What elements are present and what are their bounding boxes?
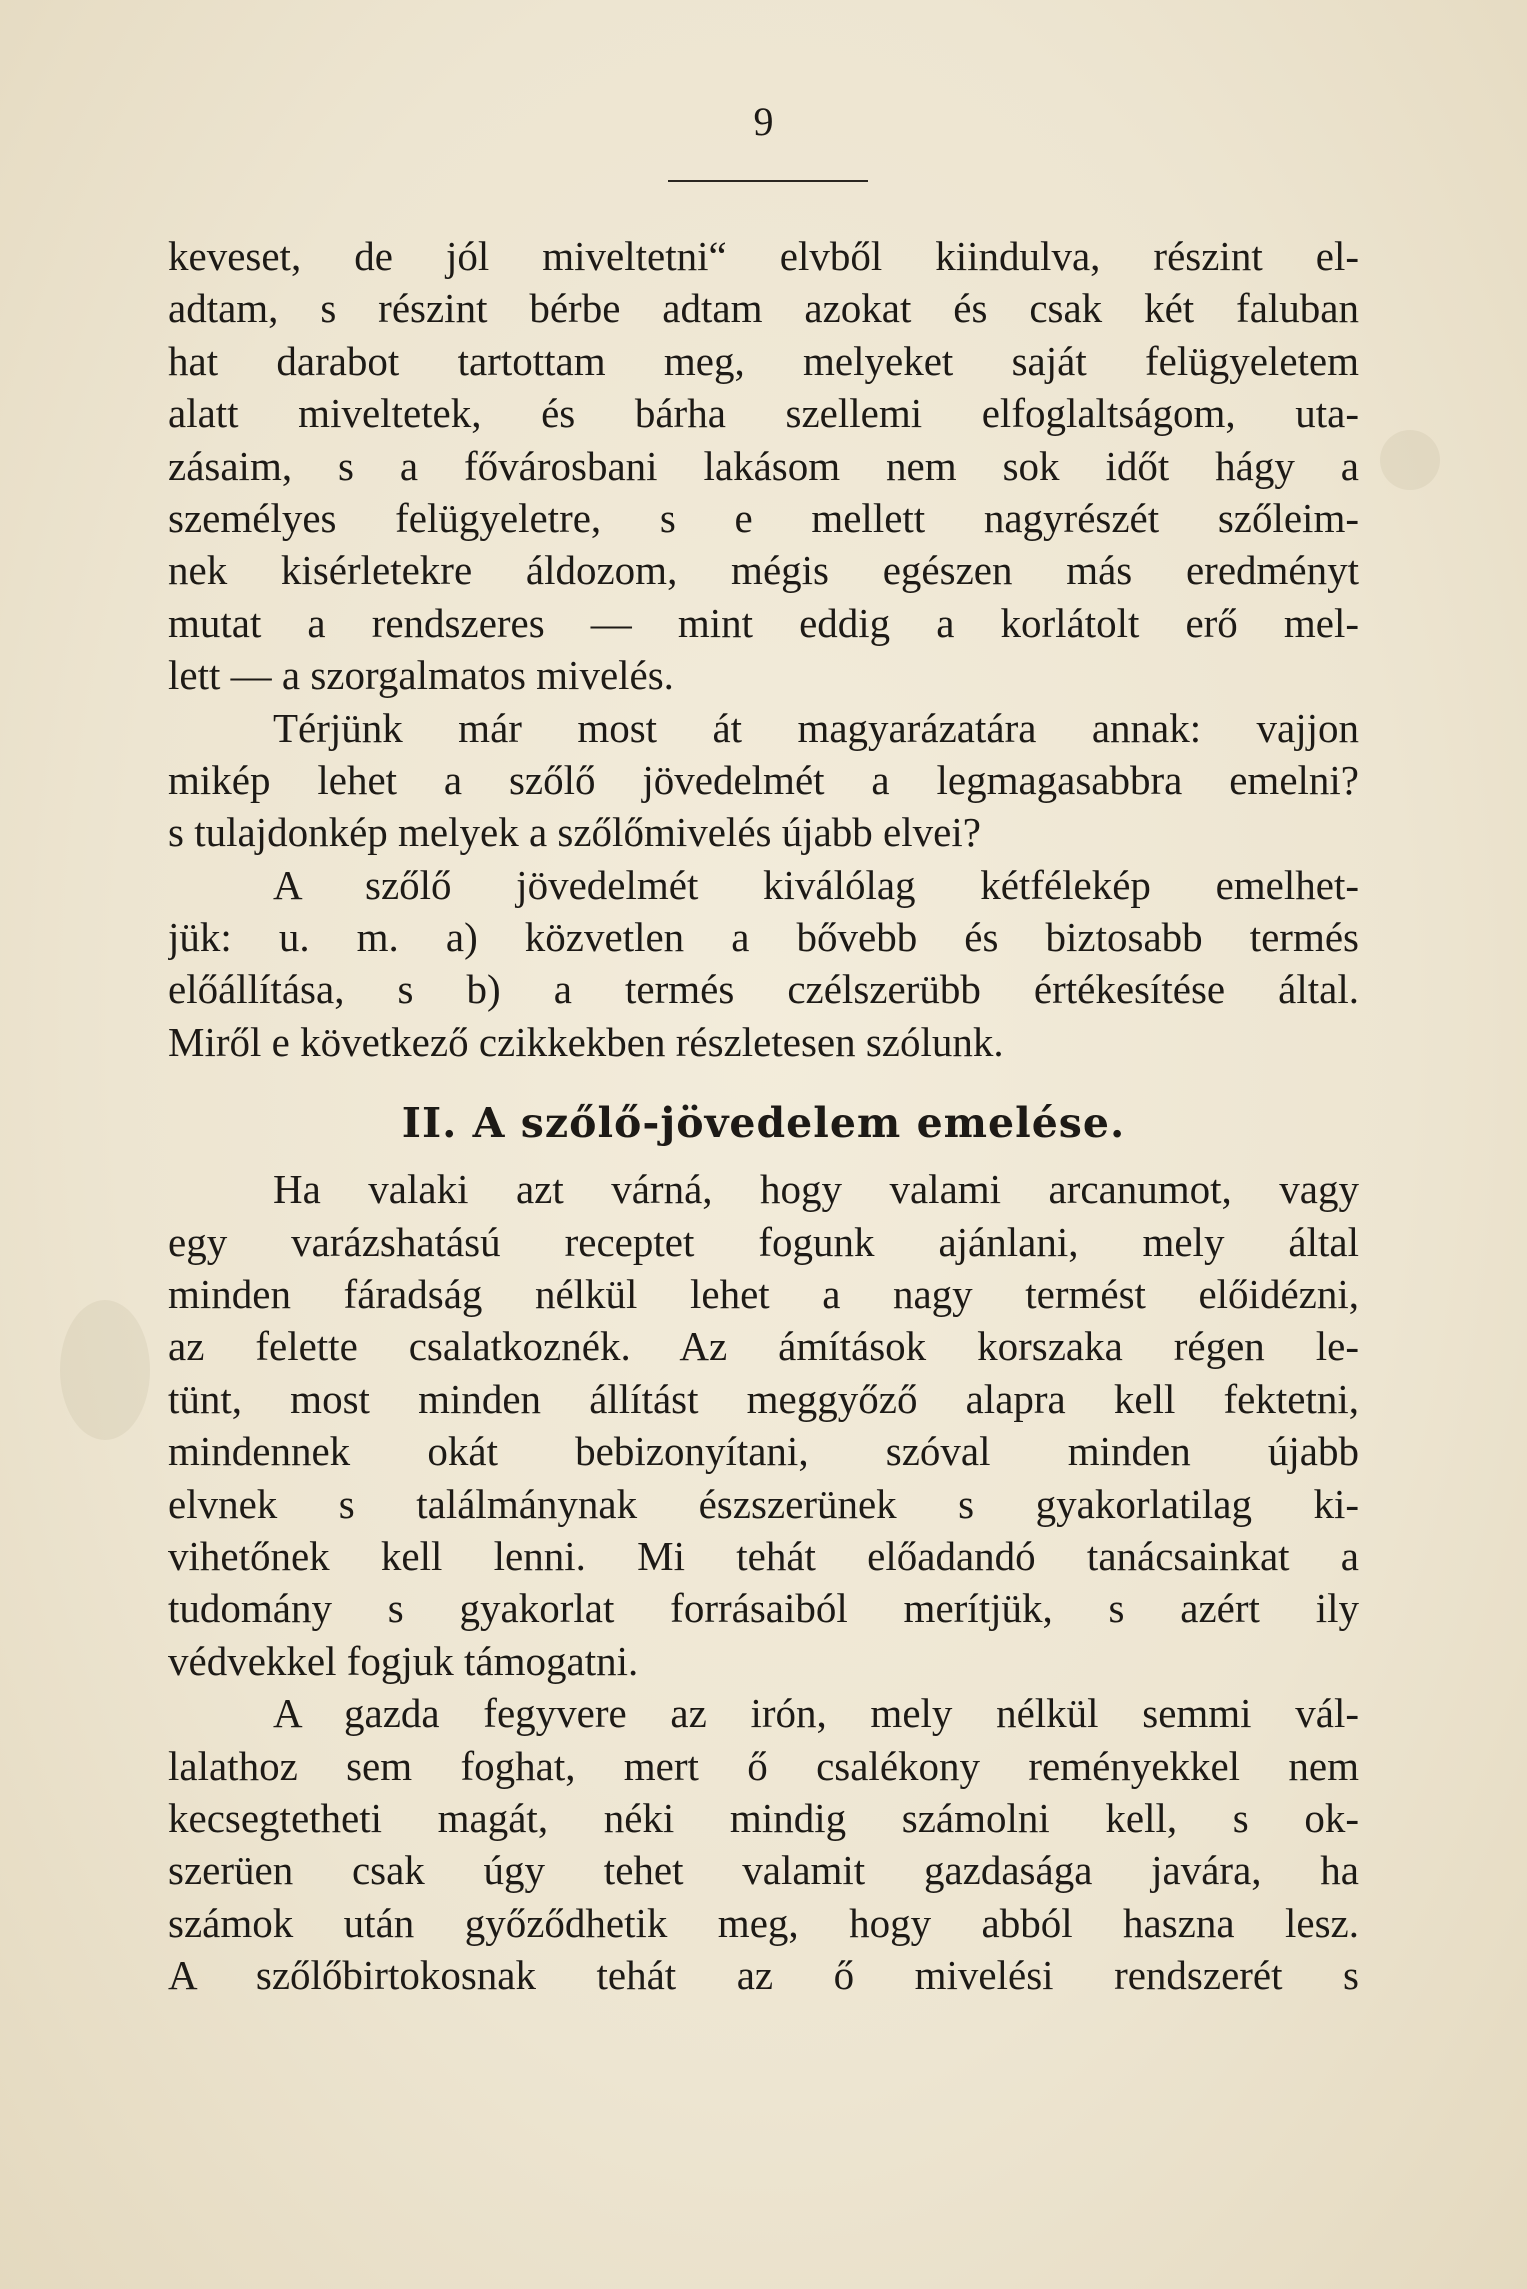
text-line: jük: u. m. a) közvetlen a bővebb és biztosabb termés	[168, 914, 1359, 961]
text-line: előállítása, s b) a termés czélszerübb értékesítése által.	[168, 966, 1359, 1013]
text-line: elvnek s találmánynak észszerünek s gyakorlatilag ki-	[168, 1480, 1359, 1527]
paragraph	[168, 230, 1359, 702]
text-line: adtam, s részint bérbe adtam azokat és csak két faluban	[168, 285, 1359, 332]
text-line: vihetőnek kell lenni. Mi tehát előadandó tanácsainkat a	[168, 1532, 1359, 1579]
text-line: A gazda fegyvere az irón, mely nélkül semmi vál-	[273, 1690, 1359, 1737]
header-rule	[668, 180, 868, 182]
text-line: Térjünk már most át magyarázatára annak: vajjon	[273, 704, 1359, 751]
body-text	[168, 230, 1359, 2002]
text-line: szerüen csak úgy tehet valamit gazdasága javára, ha	[168, 1847, 1359, 1894]
text-line: mindennek okát bebizonyítani, szóval minden újabb	[168, 1428, 1359, 1475]
text-line: kecsegtetheti magát, néki mindig számolni kell, s ok-	[168, 1794, 1359, 1841]
text-line: mutat a rendszeres — mint eddig a korlátolt erő mel-	[168, 599, 1359, 646]
text-line: A szőlő jövedelmét kiválólag kétfélekép emelhet-	[273, 861, 1359, 908]
text-line: számok után győződhetik meg, hogy abból haszna lesz.	[168, 1899, 1359, 1946]
text-line: s tulajdonkép melyek a szőlőmivelés újabb elvei?	[168, 809, 981, 856]
text-line: keveset, de jól miveltetni“ elvből kiindulva, részint el-	[168, 233, 1359, 279]
text-line: Ha valaki azt várná, hogy valami arcanumot, vagy	[273, 1166, 1359, 1213]
paragraph	[168, 859, 1359, 1069]
text-line: személyes felügyeletre, s e mellett nagyrészét szőleim-	[168, 494, 1359, 541]
text-line: hat darabot tartottam meg, melyeket saját felügyeletem	[168, 337, 1359, 384]
text-line: az felette csalatkoznék. Az ámítások korszaka régen le-	[168, 1323, 1359, 1370]
paragraph	[168, 1687, 1359, 2001]
text-line: mikép lehet a szőlő jövedelmét a legmagasabbra emelni?	[168, 756, 1359, 803]
text-line: lalathoz sem foghat, mert ő csalékony reményekkel nem	[168, 1742, 1359, 1789]
text-line: védvekkel fogjuk támogatni.	[168, 1637, 639, 1684]
text-line: tudomány s gyakorlat forrásaiból merítjük, s azért ily	[168, 1585, 1359, 1632]
section-title: II. A szőlő-jövedelem emelése.	[401, 1099, 1126, 1148]
paragraph	[168, 1163, 1359, 1687]
text-line: egy varázshatású receptet fogunk ajánlani, mely által	[168, 1218, 1359, 1265]
paper-stain	[60, 1300, 150, 1440]
text-line: minden fáradság nélkül lehet a nagy termést előidézni,	[168, 1271, 1359, 1318]
text-line: zásaim, s a fővárosbani lakásom nem sok időt hágy a	[168, 442, 1359, 489]
paper-stain	[1380, 430, 1440, 490]
paragraph	[168, 702, 1359, 859]
text-line: nek kisérletekre áldozom, mégis egészen más eredményt	[168, 547, 1359, 594]
text-line: tünt, most minden állítást meggyőző alapra kell fektetni,	[168, 1375, 1359, 1422]
text-line: alatt miveltetek, és bárha szellemi elfoglaltságom, uta-	[168, 390, 1359, 437]
page-number: 9	[753, 99, 774, 144]
text-line: Miről e következő czikkekben részletesen szólunk.	[168, 1018, 1004, 1065]
text-line: lett — a szorgalmatos mivelés.	[168, 652, 674, 699]
text-line: A szőlőbirtokosnak tehát az ő mivelési rendszerét s	[168, 1952, 1359, 1999]
